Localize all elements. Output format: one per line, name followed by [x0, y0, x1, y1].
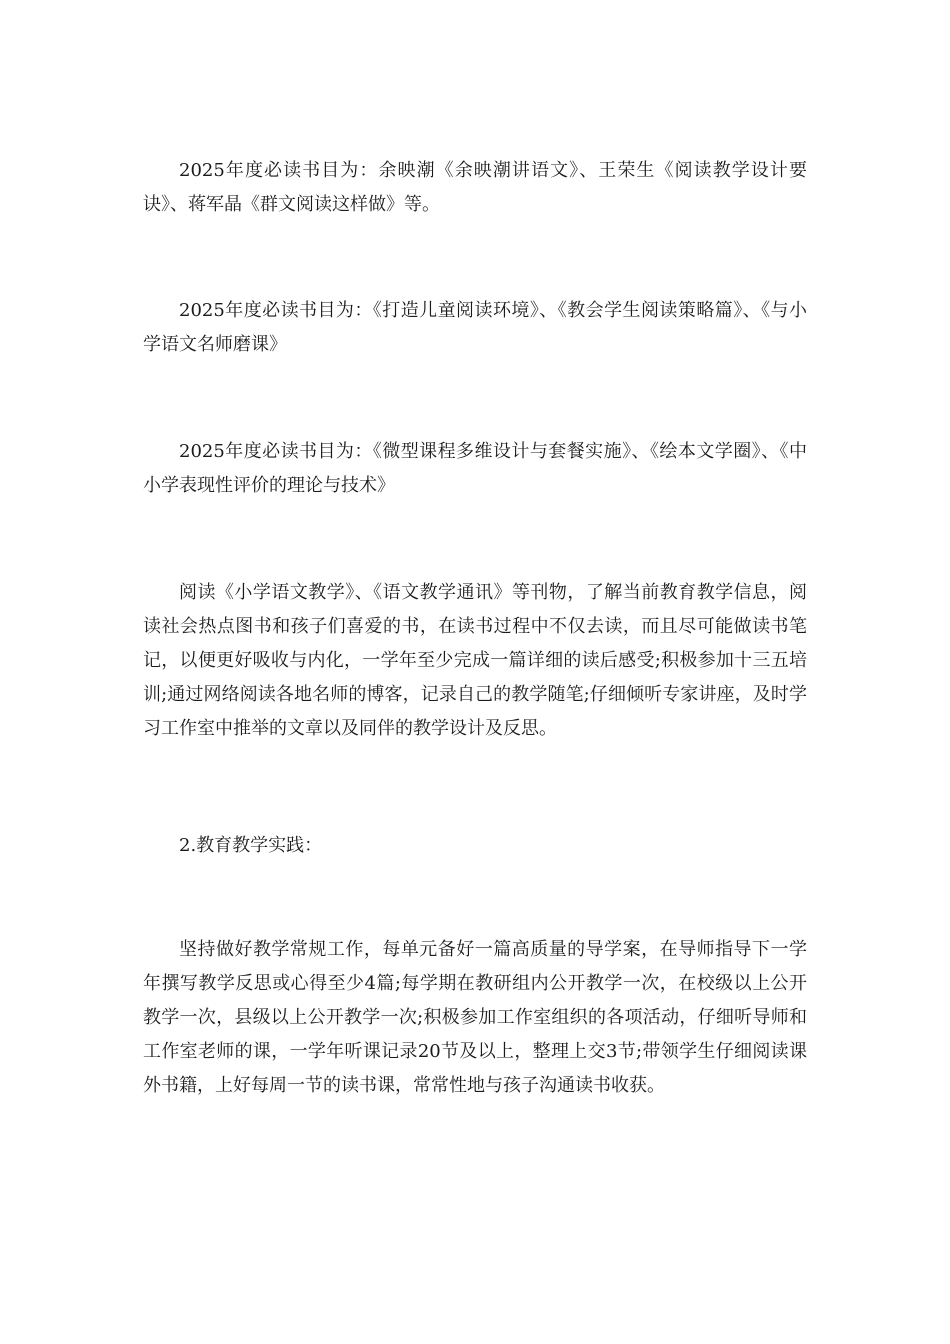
teaching-practice-paragraph: 坚持做好教学常规工作，每单元备好一篇高质量的导学案，在导师指导下一学年撰写教学反思或心得至少4篇;每学期在教研组内公开教学一次，在校级以上公开教学一次，县级以上公开教学一次;积极参加工作室组织的各项活动，仔细听导师和工作室老师的课，一学年听课记录20节及以上，整理上交3节;带领学生仔细阅读课外书籍，上好每周一节的读书课，常常性地与孩子沟通读书收获。 [143, 939, 807, 1096]
reading-list-paragraph-3: 2025年度必读书目为：《微型课程多维设计与套餐实施》、《绘本文学圈》、《中小学表现性评价的理论与技术》 [143, 441, 807, 496]
section-heading-teaching-practice: 2.教育教学实践： [179, 835, 323, 856]
reading-plan-paragraph: 阅读《小学语文教学》、《语文教学通讯》等刊物，了解当前教育教学信息，阅读社会热点图书和孩子们喜爱的书，在读书过程中不仅去读，而且尽可能做读书笔记，以便更好吸收与内化，一学年至少完成一篇详细的读后感受;积极参加十三五培训;通过网络阅读各地名师的博客，记录自己的教学随笔;仔细倾听专家讲座，及时学习工作室中推举的文章以及同伴的教学设计及反思。 [143, 582, 807, 739]
reading-list-paragraph-2: 2025年度必读书目为：《打造儿童阅读环境》、《教会学生阅读策略篇》、《与小学语文名师磨课》 [143, 300, 807, 355]
reading-list-paragraph-1: 2025年度必读书目为：余映潮《余映潮讲语文》、王荣生《阅读教学设计要诀》、蒋军晶《群文阅读这样做》等。 [143, 160, 807, 215]
